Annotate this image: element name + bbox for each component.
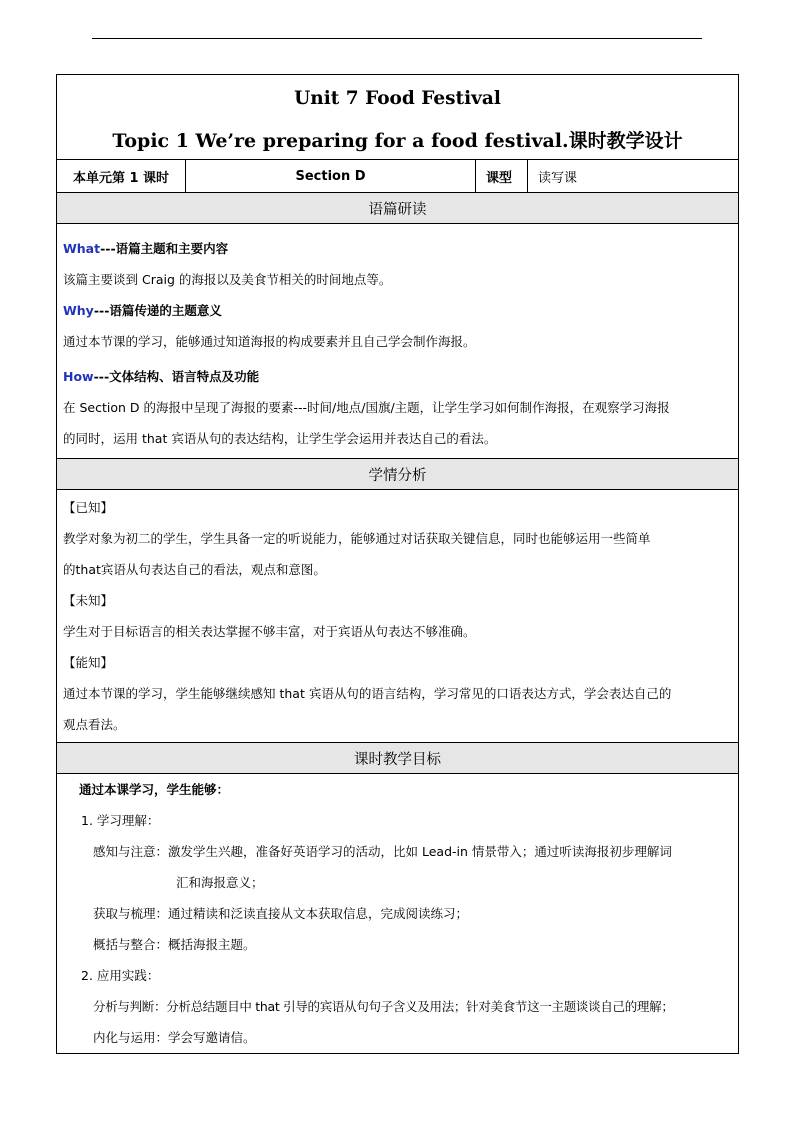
analyze-body: 分析总结题目中 that 引导的宾语从句句子含义及用法；针对美食节这一主题谈谈自己的理解； [166, 999, 674, 1014]
lesson-type-value: 读写课 [528, 160, 739, 193]
objectives-heading-row [57, 743, 739, 774]
able-label: 【能知】 [63, 655, 114, 670]
text-study-heading: 语篇研读 [57, 193, 739, 224]
what-heading [63, 233, 732, 264]
objectives-body-row [57, 774, 739, 1054]
analyze-label: 分析与判断： [93, 999, 167, 1014]
unknown-body: 学生对于目标语言的相关表达掌握不够丰富，对于宾语从句表达不够准确。 [63, 624, 476, 639]
how-heading [63, 361, 732, 392]
summarize-line [63, 929, 732, 960]
section-cell: Section D [186, 160, 476, 193]
objectives-body [57, 774, 739, 1054]
what-desc: ---语篇主题和主要内容 [100, 241, 229, 256]
objectives-intro: 通过本课学习，学生能够： [79, 782, 230, 797]
why-desc: ---语篇传递的主题意义 [93, 303, 222, 318]
obtain-line [63, 898, 732, 929]
lesson-number-cell: 本单元第 1 课时 [57, 160, 186, 193]
known-body-line1: 教学对象为初二的学生，学生具备一定的听说能力，能够通过对话获取关键信息，同时也能够运用一些简单 [63, 531, 651, 546]
unknown-label: 【未知】 [63, 593, 114, 608]
text-study-body-row [57, 224, 739, 459]
internalize-label: 内化与运用： [93, 1030, 169, 1045]
how-desc: ---文体结构、语言特点及功能 [93, 369, 260, 384]
what-key: What [63, 241, 101, 256]
title-row [57, 75, 739, 160]
learner-analysis-heading-row [57, 459, 739, 490]
obtain-label: 获取与梳理： [93, 906, 169, 921]
obtain-body: 通过精读和泛读直接从文本获取信息，完成阅读练习； [168, 906, 469, 921]
lesson-type-label: 课型 [476, 160, 528, 193]
known-body-line2: 的that宾语从句表达自己的看法，观点和意图。 [63, 562, 326, 577]
learner-analysis-body-row [57, 490, 739, 743]
text-study-body [57, 224, 739, 459]
title-cell [57, 75, 739, 160]
perceive-label: 感知与注意： [93, 844, 169, 859]
how-body-line1: 在 Section D 的海报中呈现了海报的要素---时间/地点/国旗/主题，让学生学习如何制作海报，在观察学习海报 [63, 400, 670, 415]
summarize-body: 概括海报主题。 [168, 937, 256, 952]
what-body: 该篇主要谈到 Craig 的海报以及美食节相关的时间地点等。 [63, 272, 392, 287]
able-body-line1: 通过本节课的学习，学生能够继续感知 that 宾语从句的语言结构，学习常见的口语表达方式，学会表达自己的 [63, 686, 672, 701]
meta-row [57, 160, 739, 193]
internalize-line [63, 1022, 732, 1053]
text-study-heading-row [57, 193, 739, 224]
analyze-line [63, 991, 732, 1022]
perceive-line2: 汇和海报意义； [176, 875, 264, 890]
how-key: How [63, 369, 94, 384]
topic-title: Topic 1 We’re preparing for a food festival.课时教学设计 [112, 130, 683, 152]
internalize-body: 学会写邀请信。 [168, 1030, 256, 1045]
learner-analysis-heading: 学情分析 [57, 459, 739, 490]
objective-item-1-title: 1. 学习理解： [81, 813, 160, 828]
unit-title: Unit 7 Food Festival [294, 88, 501, 109]
able-body-line2: 观点看法。 [63, 717, 126, 732]
perceive-body: 激发学生兴趣，准备好英语学习的活动，比如 Lead-in 情景带入；通过听读海报初步理解词 [168, 844, 672, 859]
objective-item-2-title: 2. 应用实践： [81, 968, 160, 983]
perceive-line1 [63, 836, 732, 867]
objectives-heading: 课时教学目标 [57, 743, 739, 774]
how-body-line2: 的同时，运用 that 宾语从句的表达结构，让学生学会运用并表达自己的看法。 [63, 431, 497, 446]
known-label: 【已知】 [63, 500, 114, 515]
learner-analysis-body [57, 490, 739, 743]
why-body: 通过本节课的学习，能够通过知道海报的构成要素并且自己学会制作海报。 [63, 334, 476, 349]
summarize-label: 概括与整合： [93, 937, 169, 952]
header-rule [92, 38, 702, 39]
lesson-plan-table [56, 74, 739, 1054]
why-key: Why [63, 303, 94, 318]
why-heading [63, 295, 732, 326]
